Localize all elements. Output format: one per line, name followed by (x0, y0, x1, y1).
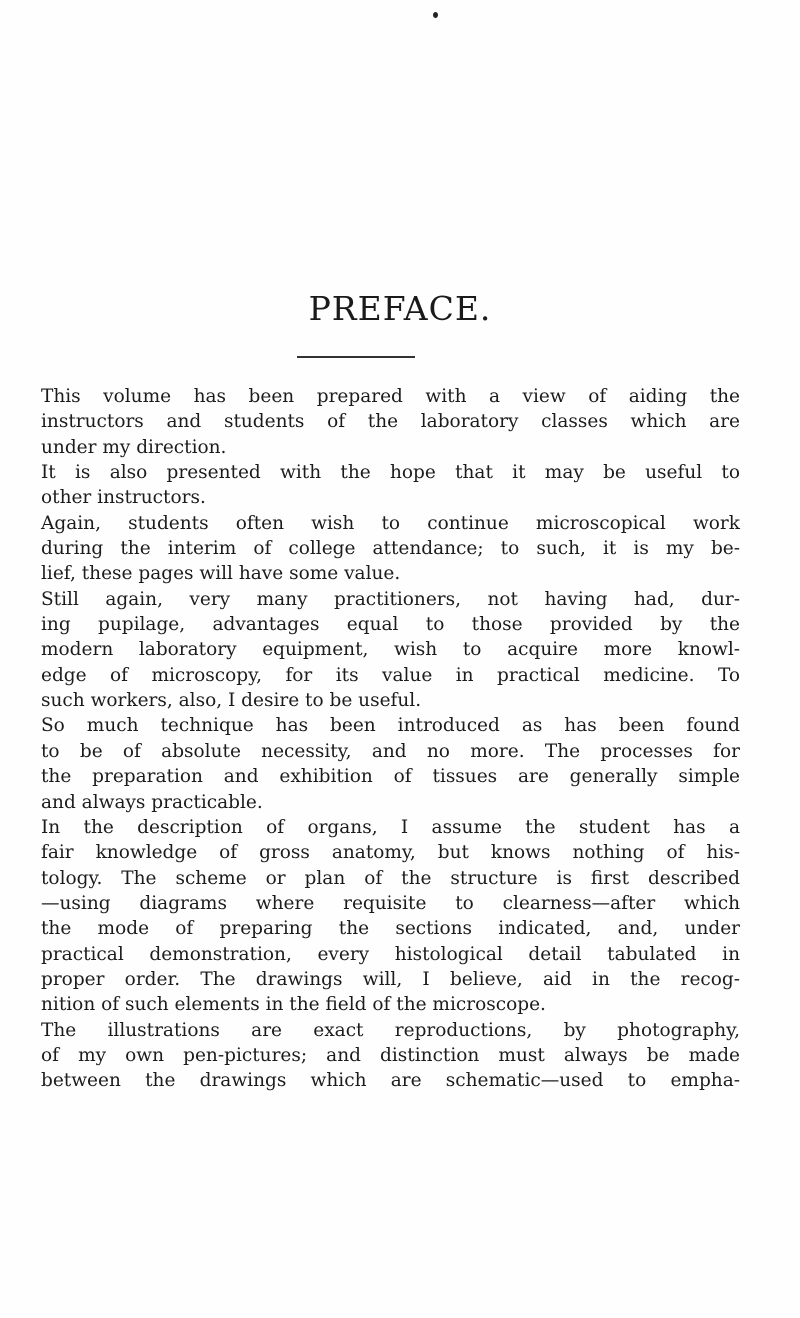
text-line: —using diagrams where requisite to clearness—after which (41, 892, 740, 914)
text-line: practical demonstration, every histological detail tabulated in (41, 943, 740, 965)
text-line: other instructors. (41, 487, 206, 509)
text-line: instructors and students of the laboratory classes which are (41, 411, 740, 433)
text-line: of my own pen-pictures; and distinction must always be made (41, 1044, 740, 1066)
text-line: nition of such elements in the field of the microscope. (41, 994, 546, 1016)
text-line: This volume has been prepared with a view of aiding the (41, 386, 740, 407)
text-line: In the description of organs, I assume the student has a (41, 816, 740, 838)
text-line: fair knowledge of gross anatomy, but knows nothing of his- (41, 842, 740, 864)
text-line: and always practicable. (41, 791, 263, 813)
text-line: the mode of preparing the sections indicated, and, under (41, 918, 740, 940)
text-line: to be of absolute necessity, and no more. The processes for (41, 740, 740, 762)
title-rule (297, 356, 415, 358)
text-line: between the drawings which are schematic—used to empha- (41, 1070, 740, 1092)
text-line: under my direction. (41, 436, 227, 458)
text-line: The illustrations are exact reproductions, by photography, (41, 1019, 740, 1041)
text-line: such workers, also, I desire to be useful. (41, 690, 422, 712)
text-line: proper order. The drawings will, I believe, aid in the recog- (41, 968, 740, 990)
text-line: So much technique has been introduced as has been found (41, 715, 740, 737)
text-line: lief, these pages will have some value. (41, 563, 401, 585)
ink-speck (433, 12, 438, 18)
preface-text (41, 384, 740, 1094)
text-line: during the interim of college attendance; to such, it is my be- (41, 538, 740, 560)
text-line: Still again, very many practitioners, not having had, dur- (41, 588, 740, 610)
text-line: edge of microscopy, for its value in practical medicine. To (41, 664, 740, 686)
text-line: modern laboratory equipment, wish to acquire more knowl- (41, 639, 740, 661)
text-line: Again, students often wish to continue microscopical work (41, 512, 740, 534)
page-title: PREFACE. (308, 289, 492, 328)
text-line: tology. The scheme or plan of the structure is first described (41, 867, 740, 889)
text-line: It is also presented with the hope that it may be useful to (41, 462, 740, 484)
text-line: the preparation and exhibition of tissues are generally simple (41, 766, 740, 788)
text-line: ing pupilage, advantages equal to those provided by the (41, 614, 740, 636)
